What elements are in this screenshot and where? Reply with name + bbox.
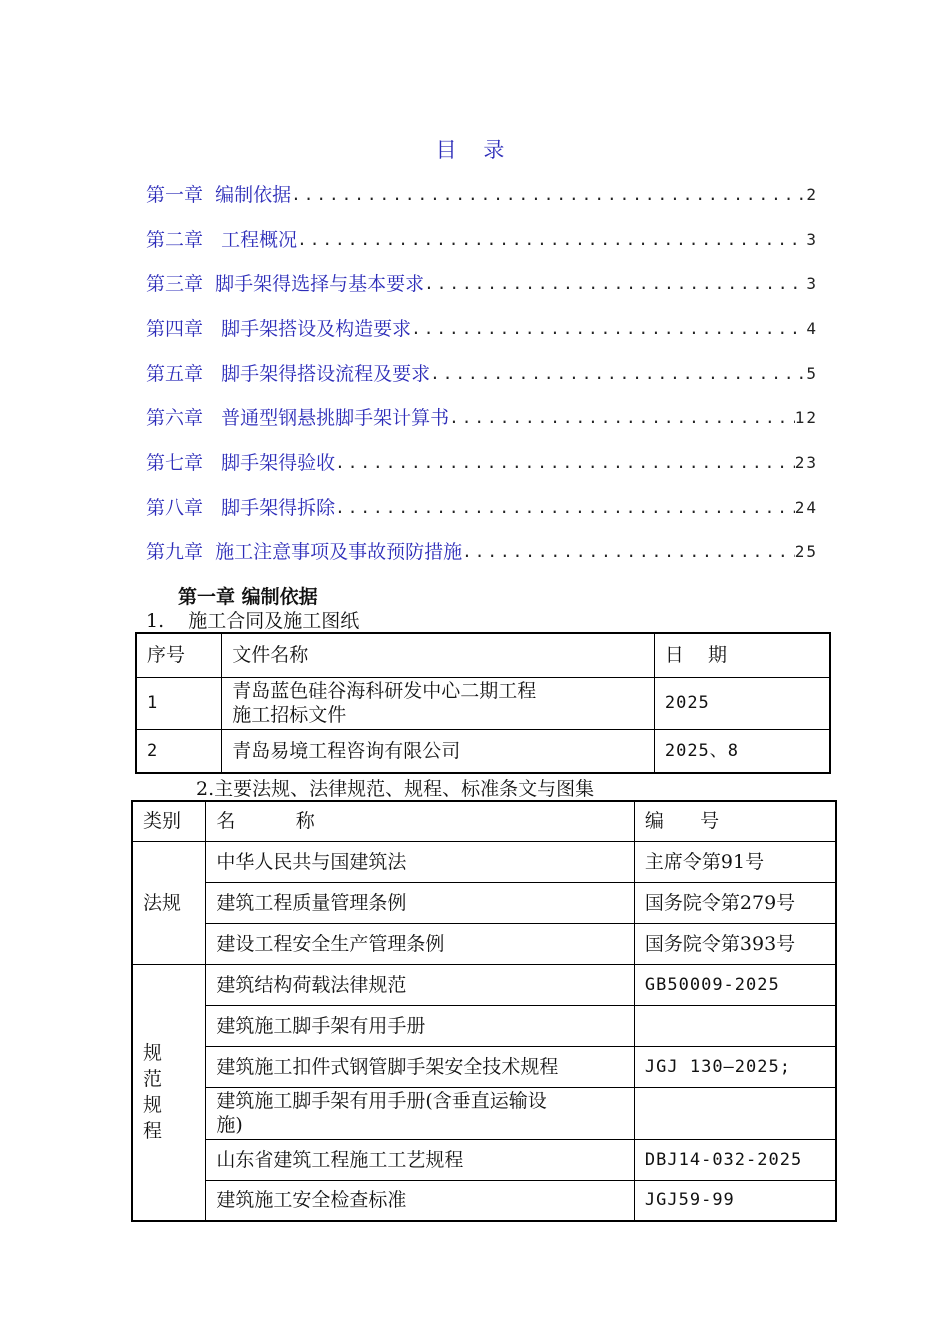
category-char: 规	[143, 1094, 163, 1117]
document-name: 青岛易境工程咨询有限公司	[222, 729, 655, 773]
regulation-name: 建筑施工脚手架有用手册	[206, 1005, 635, 1046]
category-cell: 法规	[132, 841, 206, 964]
toc-entry[interactable]	[146, 267, 818, 297]
header-cell: 文件名称	[222, 633, 655, 677]
toc-leader	[335, 495, 795, 521]
section-heading-2: 2.主要法规、法律规范、规程、标准条文与图集	[196, 778, 595, 800]
toc-chapter-label: 第三章	[146, 273, 204, 295]
toc-chapter-label: 第二章	[146, 229, 204, 251]
toc-entry[interactable]	[146, 491, 818, 521]
table-row	[132, 1005, 836, 1046]
toc-title: 目 录	[435, 138, 515, 162]
regulation-name: 建设工程安全生产管理条例	[206, 923, 635, 964]
toc-leader	[291, 182, 806, 208]
table-row	[132, 1087, 836, 1139]
toc-chapter-name: 工程概况	[221, 229, 298, 251]
regulation-code: 主席令第91号	[634, 841, 836, 882]
table-row	[132, 923, 836, 964]
regulations-table	[131, 800, 837, 1222]
regulation-name: 中华人民共与国建筑法	[206, 841, 635, 882]
document-name-line: 青岛蓝色硅谷海科研发中心二期工程	[232, 680, 537, 702]
toc-gap	[203, 495, 221, 521]
category-char: 范	[143, 1068, 163, 1091]
toc-chapter-name: 脚手架得选择与基本要求	[215, 273, 425, 295]
regulation-code: 国务院令第393号	[634, 923, 836, 964]
header-cell: 编 号	[634, 801, 836, 841]
document-name-line: 施工招标文件	[232, 704, 347, 726]
toc-entry[interactable]	[146, 535, 818, 565]
toc-gap	[203, 227, 221, 253]
table-row	[132, 1180, 836, 1221]
regulation-name-line: 建筑施工脚手架有用手册(含垂直运输设	[216, 1090, 547, 1112]
regulation-code: JGJ 130—2025;	[634, 1046, 836, 1087]
regulation-code: DBJ14-032-2025	[634, 1139, 836, 1180]
table-header-row	[136, 633, 830, 677]
toc-leader	[335, 450, 795, 476]
chapter-heading: 第一章 编制依据	[178, 586, 318, 608]
toc-chapter-name: 编制依据	[215, 184, 292, 206]
toc-entry[interactable]	[146, 312, 818, 342]
toc-chapter-label: 第五章	[146, 363, 204, 385]
category-char: 程	[143, 1120, 163, 1143]
toc-page-number: 3	[806, 274, 818, 293]
table-row	[132, 964, 836, 1005]
header-cell: 名 称	[206, 801, 635, 841]
contract-documents-table	[135, 632, 831, 774]
toc-page-number: 5	[806, 364, 818, 383]
toc-chapter-name: 脚手架搭设及构造要求	[221, 318, 412, 340]
toc-leader	[449, 405, 795, 431]
table-header-row	[132, 801, 836, 841]
toc-chapter-name: 脚手架得搭设流程及要求	[221, 363, 431, 385]
table-row	[136, 729, 830, 773]
header-cell: 类别	[132, 801, 206, 841]
regulation-name: 建筑工程质量管理条例	[206, 882, 635, 923]
toc-page-number: 25	[794, 542, 818, 561]
row-number: 2	[136, 729, 222, 773]
regulation-name-line: 施)	[216, 1114, 243, 1136]
table-row	[136, 677, 830, 729]
toc-leader	[297, 227, 806, 253]
toc-gap	[203, 361, 221, 387]
toc-page-number: 2	[806, 185, 818, 204]
section-heading-1: 1. 施工合同及施工图纸	[146, 610, 360, 632]
toc-chapter-label: 第七章	[146, 452, 204, 474]
category-cell	[132, 964, 206, 1221]
toc-gap	[203, 316, 221, 342]
toc-entry[interactable]	[146, 357, 818, 387]
toc-page-number: 12	[794, 408, 818, 427]
toc-page-number: 3	[806, 230, 818, 249]
regulation-code: 国务院令第279号	[634, 882, 836, 923]
regulation-code	[634, 1005, 836, 1046]
toc-gap	[203, 271, 215, 297]
toc-page-number: 24	[794, 498, 818, 517]
header-cell: 序号	[136, 633, 222, 677]
toc-entry[interactable]	[146, 178, 818, 208]
table-row	[132, 882, 836, 923]
document-date: 2025	[654, 677, 830, 729]
regulation-name	[206, 1087, 635, 1139]
toc-chapter-name: 普通型钢悬挑脚手架计算书	[221, 407, 450, 429]
regulation-name: 山东省建筑工程施工工艺规程	[206, 1139, 635, 1180]
regulation-name: 建筑施工扣件式钢管脚手架安全技术规程	[206, 1046, 635, 1087]
table-row	[132, 1046, 836, 1087]
toc-chapter-name: 脚手架得验收	[221, 452, 336, 474]
toc-gap	[203, 182, 215, 208]
toc-chapter-label: 第六章	[146, 407, 204, 429]
document-date: 2025、8	[654, 729, 830, 773]
toc-page-number: 4	[806, 319, 818, 338]
header-cell: 日 期	[654, 633, 830, 677]
toc-leader	[430, 361, 806, 387]
regulation-code: GB50009-2025	[634, 964, 836, 1005]
toc-chapter-label: 第四章	[146, 318, 204, 340]
toc-chapter-name: 施工注意事项及事故预防措施	[215, 541, 463, 563]
table-row	[132, 1139, 836, 1180]
regulation-name: 建筑施工安全检查标准	[206, 1180, 635, 1221]
toc-gap	[203, 539, 215, 565]
toc-gap	[203, 450, 221, 476]
toc-leader	[424, 271, 806, 297]
toc-chapter-label: 第八章	[146, 497, 204, 519]
category-vertical-text	[143, 1040, 166, 1144]
regulation-code: JGJ59-99	[634, 1180, 836, 1221]
category-char: 规	[143, 1042, 163, 1065]
toc-gap	[203, 405, 221, 431]
toc-entry[interactable]	[146, 446, 818, 476]
toc-page-number: 23	[794, 453, 818, 472]
table-row	[132, 841, 836, 882]
regulation-code	[634, 1087, 836, 1139]
document-name	[222, 677, 655, 729]
row-number: 1	[136, 677, 222, 729]
toc-entry[interactable]	[146, 223, 818, 253]
toc-leader	[411, 316, 806, 342]
regulation-name: 建筑结构荷载法律规范	[206, 964, 635, 1005]
toc-chapter-name: 脚手架得拆除	[221, 497, 336, 519]
toc-chapter-label: 第一章	[146, 184, 204, 206]
toc-leader	[462, 539, 795, 565]
toc-entry[interactable]	[146, 401, 818, 431]
toc-chapter-label: 第九章	[146, 541, 204, 563]
